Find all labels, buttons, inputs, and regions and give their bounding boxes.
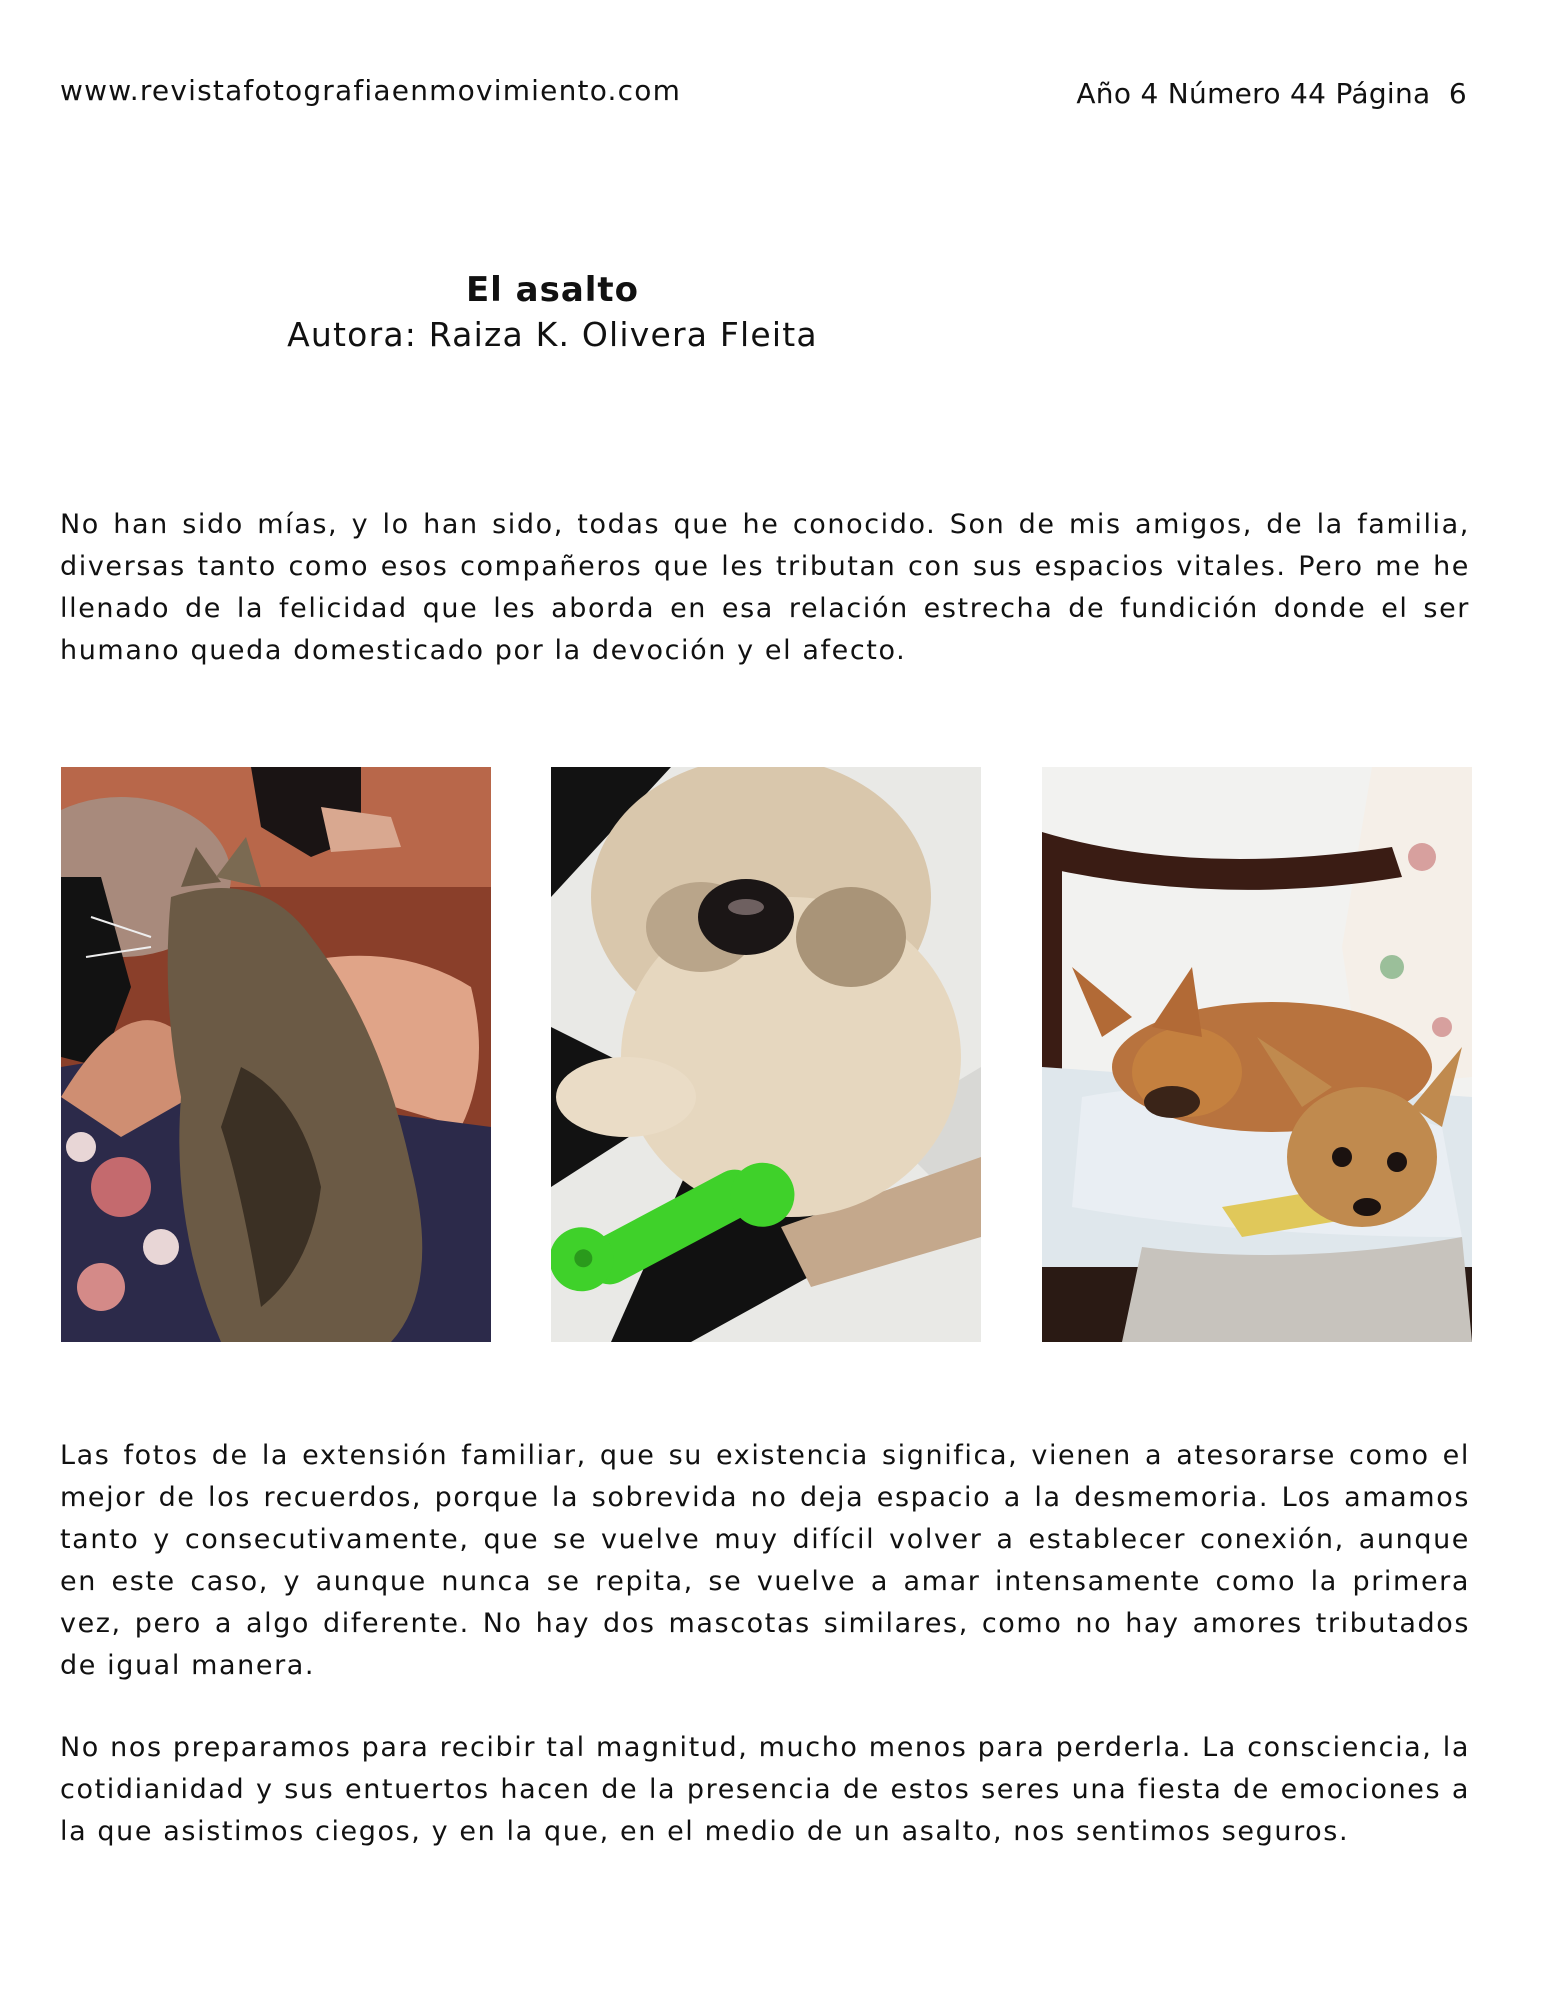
article-title: El asalto <box>465 270 640 310</box>
chihuahuas-photo-illustration <box>1042 767 1472 1342</box>
article-heading <box>60 268 1045 358</box>
article-author: Autora: Raiza K. Olivera Fleita <box>287 315 818 354</box>
site-url: www.revistafotografiaenmovimiento.com <box>60 74 682 107</box>
cat-photo-illustration <box>61 767 491 1342</box>
dog-photo-illustration <box>551 767 981 1342</box>
photo-chihuahuas <box>1042 767 1472 1342</box>
photo-dog <box>551 767 981 1342</box>
article-paragraph-1: No han sido mías, y lo han sido, todas que he conocido. Son de mis amigos, de la familia, diversas tanto como esos compañeros que les tributan con sus espacios vitales. Pero me he llenado de la felicidad que les aborda en esa relación estrecha de fundición donde el ser humano queda domesticado por la devoción y el afecto. <box>60 509 1470 666</box>
article-paragraph-2: Las fotos de la extensión familiar, que su existencia significa, vienen a atesorarse como el mejor de los recuerdos, porque la sobrevida no deja espacio a la desmemoria. Los amamos tanto y consecutivamente, que se vuelve muy difícil volver a establecer conexión, aunque en este caso, y aunque nunca se repita, se vuelve a amar intensamente como la primera vez, pero a algo diferente. No hay dos mascotas similares, como no hay amores tributados de igual manera. <box>60 1440 1470 1681</box>
article-paragraph-3: No nos preparamos para recibir tal magnitud, mucho menos para perderla. La consciencia, la cotidianidad y sus entuertos hacen de la presencia de estos seres una fiesta de emociones a la que asistimos ciegos, y en la que, en el medio de un asalto, nos sentimos seguros. <box>60 1732 1470 1847</box>
photo-cat <box>61 767 491 1342</box>
issue-page-info: Año 4 Número 44 Página 6 <box>1076 77 1467 110</box>
